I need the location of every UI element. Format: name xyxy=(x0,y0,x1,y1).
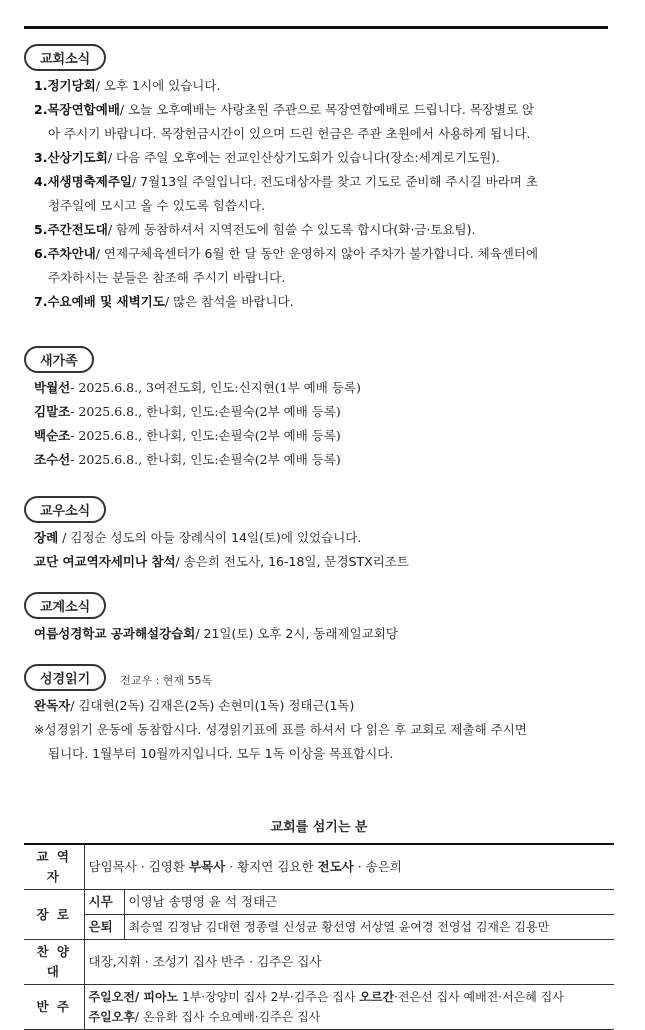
family-item: 박월선- 2025.6.8., 3여전도회, 인도:신지현(1부 예배 등록) xyxy=(34,380,361,395)
news-item: 1.정기당회/ 오후 1시에 있습니다. xyxy=(34,78,221,93)
bible-reading-note: 전교우 : 현재 55독 xyxy=(120,673,213,687)
staff-row-accompanist: 반 주 주일오전/ 피아노 1부·장양미 집사 2부·김주은 집사 오르간·전은선 집사 예배전·서은혜 집사 주일오후/ 온유화 집사 수요예배·김주은 집사 xyxy=(24,985,614,1030)
bible-reading-title: 성경읽기 xyxy=(24,664,106,691)
staff-row-choir: 찬 양 대 대장,지휘 · 조성기 집사 반주 · 김주은 집사 xyxy=(24,940,614,985)
news-item: 4.새생명축제주일/ 7월13일 주일입니다. 전도대상자를 찾고 기도로 준비해 주시길 바라며 초 청주일에 모시고 올 수 있도록 힘씁시다. xyxy=(34,174,538,213)
bible-completers: 완독자/ 김대현(2독) 김재은(2독) 손현미(1독) 정태근(1독) xyxy=(34,698,355,713)
church-news-section xyxy=(24,44,614,314)
staff-row-elders-retired: 은퇴 최승열 김정남 김대현 정종렬 신성균 황선영 서상열 윤여경 전영섭 김재은 김용만 xyxy=(24,915,614,940)
new-family-title: 새가족 xyxy=(24,346,94,373)
news-item: 7.수요예배 및 새벽기도/ 많은 참석을 바랍니다. xyxy=(34,294,294,309)
church-news-title: 교회소식 xyxy=(24,44,106,71)
news-item: 5.주간전도대/ 함께 동참하셔서 지역전도에 힘쓸 수 있도록 합시다(화·금·토요팀). xyxy=(34,222,476,237)
top-rule xyxy=(24,26,608,29)
staff-table xyxy=(24,843,614,1030)
district-news-title: 교계소식 xyxy=(24,592,106,619)
family-item: 김말조- 2025.6.8., 한나회, 인도:손필숙(2부 예배 등록) xyxy=(34,404,341,419)
district-news-section xyxy=(24,592,614,646)
staff-row-clergy: 교 역 자 담임목사 · 김영환 부목사 · 황지연 김요한 전도사 · 송은희 xyxy=(24,844,614,890)
bible-note-paragraph: ※성경읽기 운동에 동참합시다. 성경읽기표에 표를 하셔서 다 읽은 후 교회로 제출해 주시면 됩니다. 1월부터 10월까지입니다. 모두 1독 이상을 목표합시다. xyxy=(34,722,527,761)
member-news-title: 교우소식 xyxy=(24,496,106,523)
member-item: 장례 / 김정순 성도의 아들 장례식이 14일(토)에 있었습니다. xyxy=(34,530,362,545)
district-item: 여름성경학교 공과해설강습회/ 21일(토) 오후 2시, 동래제일교회당 xyxy=(34,626,398,641)
staff-row-elders-active: 장 로 시무 이영남 송명영 윤 석 정태근 xyxy=(24,890,614,915)
member-news-section xyxy=(24,496,614,574)
news-item: 6.주차안내/ 연제구체육센터가 6월 한 달 동안 운영하지 않아 주차가 불가합니다. 체육센터에 주차하시는 분들은 참조해 주시기 바랍니다. xyxy=(34,246,539,285)
family-item: 백순조- 2025.6.8., 한나회, 인도:손필숙(2부 예배 등록) xyxy=(34,428,341,443)
news-item: 3.산상기도회/ 다음 주일 오후에는 전교인산상기도회가 있습니다(장소:세계로기도원). xyxy=(34,150,501,165)
bible-reading-section xyxy=(24,664,614,766)
family-item: 조수선- 2025.6.8., 한나회, 인도:손필숙(2부 예배 등록) xyxy=(34,452,341,467)
staff-section xyxy=(24,816,614,1030)
member-item: 교단 여교역자세미나 참석/ 송은희 전도사, 16-18일, 문경STX리조트 xyxy=(34,554,409,569)
staff-title: 교회를 섬기는 분 xyxy=(270,820,368,835)
news-item: 2.목장연합예배/ 오늘 오후예배는 사랑초원 주관으로 목장연합예배로 드립니다. 목장별로 앉 아 주시기 바랍니다. 목장헌금시간이 있으며 드린 헌금은 주관 초원에서 사용하게 됩니다. xyxy=(34,102,535,141)
new-family-section xyxy=(24,346,614,472)
